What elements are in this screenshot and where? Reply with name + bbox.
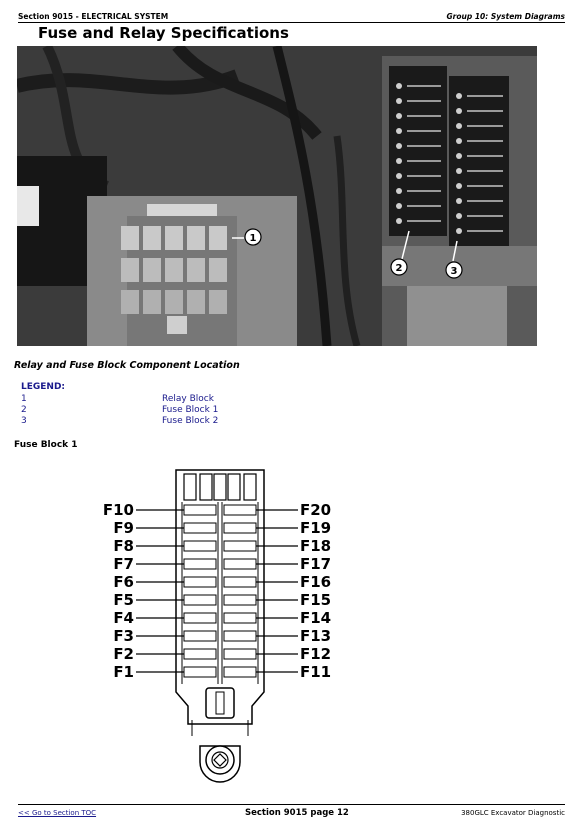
fuse-slot <box>224 505 256 515</box>
callout-2-label: 2 <box>395 263 403 274</box>
fuse-label-right: F16 <box>300 573 332 591</box>
fuse-label-right: F18 <box>300 537 332 555</box>
fuse-slot <box>184 613 216 623</box>
legend-number: 1 <box>21 394 27 404</box>
fuse-label-right: F13 <box>300 627 332 645</box>
fuse-slot <box>184 649 216 659</box>
fuse-slot <box>184 505 216 515</box>
fuse-block-title: Fuse Block 1 <box>14 440 78 450</box>
fuse-label-left: F6 <box>113 573 134 591</box>
fuse-label-left: F9 <box>113 519 134 537</box>
fuse-label-left: F7 <box>113 555 134 573</box>
fuse-slot <box>184 595 216 605</box>
fuse-label-right: F20 <box>300 501 332 519</box>
fuse-slot <box>224 541 256 551</box>
fuse-label-right: F11 <box>300 663 332 681</box>
fuse-slot <box>184 523 216 533</box>
fuse-label-right: F17 <box>300 555 332 573</box>
legend-label: Fuse Block 1 <box>162 405 219 415</box>
fuse-slot <box>184 631 216 641</box>
callout-1-label: 1 <box>249 233 257 244</box>
fuse-label-right: F12 <box>300 645 332 663</box>
fuse-label-left: F3 <box>113 627 134 645</box>
fuse-label-right: F15 <box>300 591 332 609</box>
header-section: Section 9015 - ELECTRICAL SYSTEM <box>18 12 169 21</box>
fuse-label-left: F8 <box>113 537 134 555</box>
fuse-block-diagram <box>100 462 340 792</box>
fuse-slot <box>224 523 256 533</box>
photo-caption: Relay and Fuse Block Component Location <box>14 360 240 371</box>
header-group: Group 10: System Diagrams <box>446 12 565 21</box>
fuse-slot <box>184 667 216 677</box>
fuse-label-left: F5 <box>113 591 134 609</box>
toc-link[interactable]: << Go to Section TOC <box>18 809 97 817</box>
footer-divider <box>18 804 565 805</box>
legend-title: LEGEND: <box>21 382 66 392</box>
fuse-label-left: F10 <box>102 501 134 519</box>
fuse-slot <box>224 667 256 677</box>
fuse-slot <box>224 559 256 569</box>
fuse-label-left: F1 <box>113 663 134 681</box>
legend-number: 2 <box>21 405 27 415</box>
fuse-label-right: F14 <box>300 609 332 627</box>
legend-label: Fuse Block 2 <box>162 416 219 426</box>
fuse-slot <box>224 631 256 641</box>
callout-3-label: 3 <box>450 266 458 277</box>
fuse-label-right: F19 <box>300 519 332 537</box>
fuse-slot <box>224 577 256 587</box>
legend-number: 3 <box>21 416 27 426</box>
fuse-label-left: F2 <box>113 645 134 663</box>
page-title: Fuse and Relay Specifications <box>38 24 289 42</box>
component-location-photo <box>17 46 537 346</box>
fuse-label-left: F4 <box>113 609 134 627</box>
page-number: Section 9015 page 12 <box>245 808 349 818</box>
fuse-slot <box>184 541 216 551</box>
header-divider <box>18 22 565 23</box>
model-name: 380GLC Excavator Diagnostic <box>461 809 565 817</box>
fuse-slot <box>224 595 256 605</box>
legend-label: Relay Block <box>162 394 214 404</box>
fuse-slot <box>224 613 256 623</box>
fuse-slot <box>184 577 216 587</box>
fuse-slot <box>184 559 216 569</box>
fuse-slot <box>224 649 256 659</box>
